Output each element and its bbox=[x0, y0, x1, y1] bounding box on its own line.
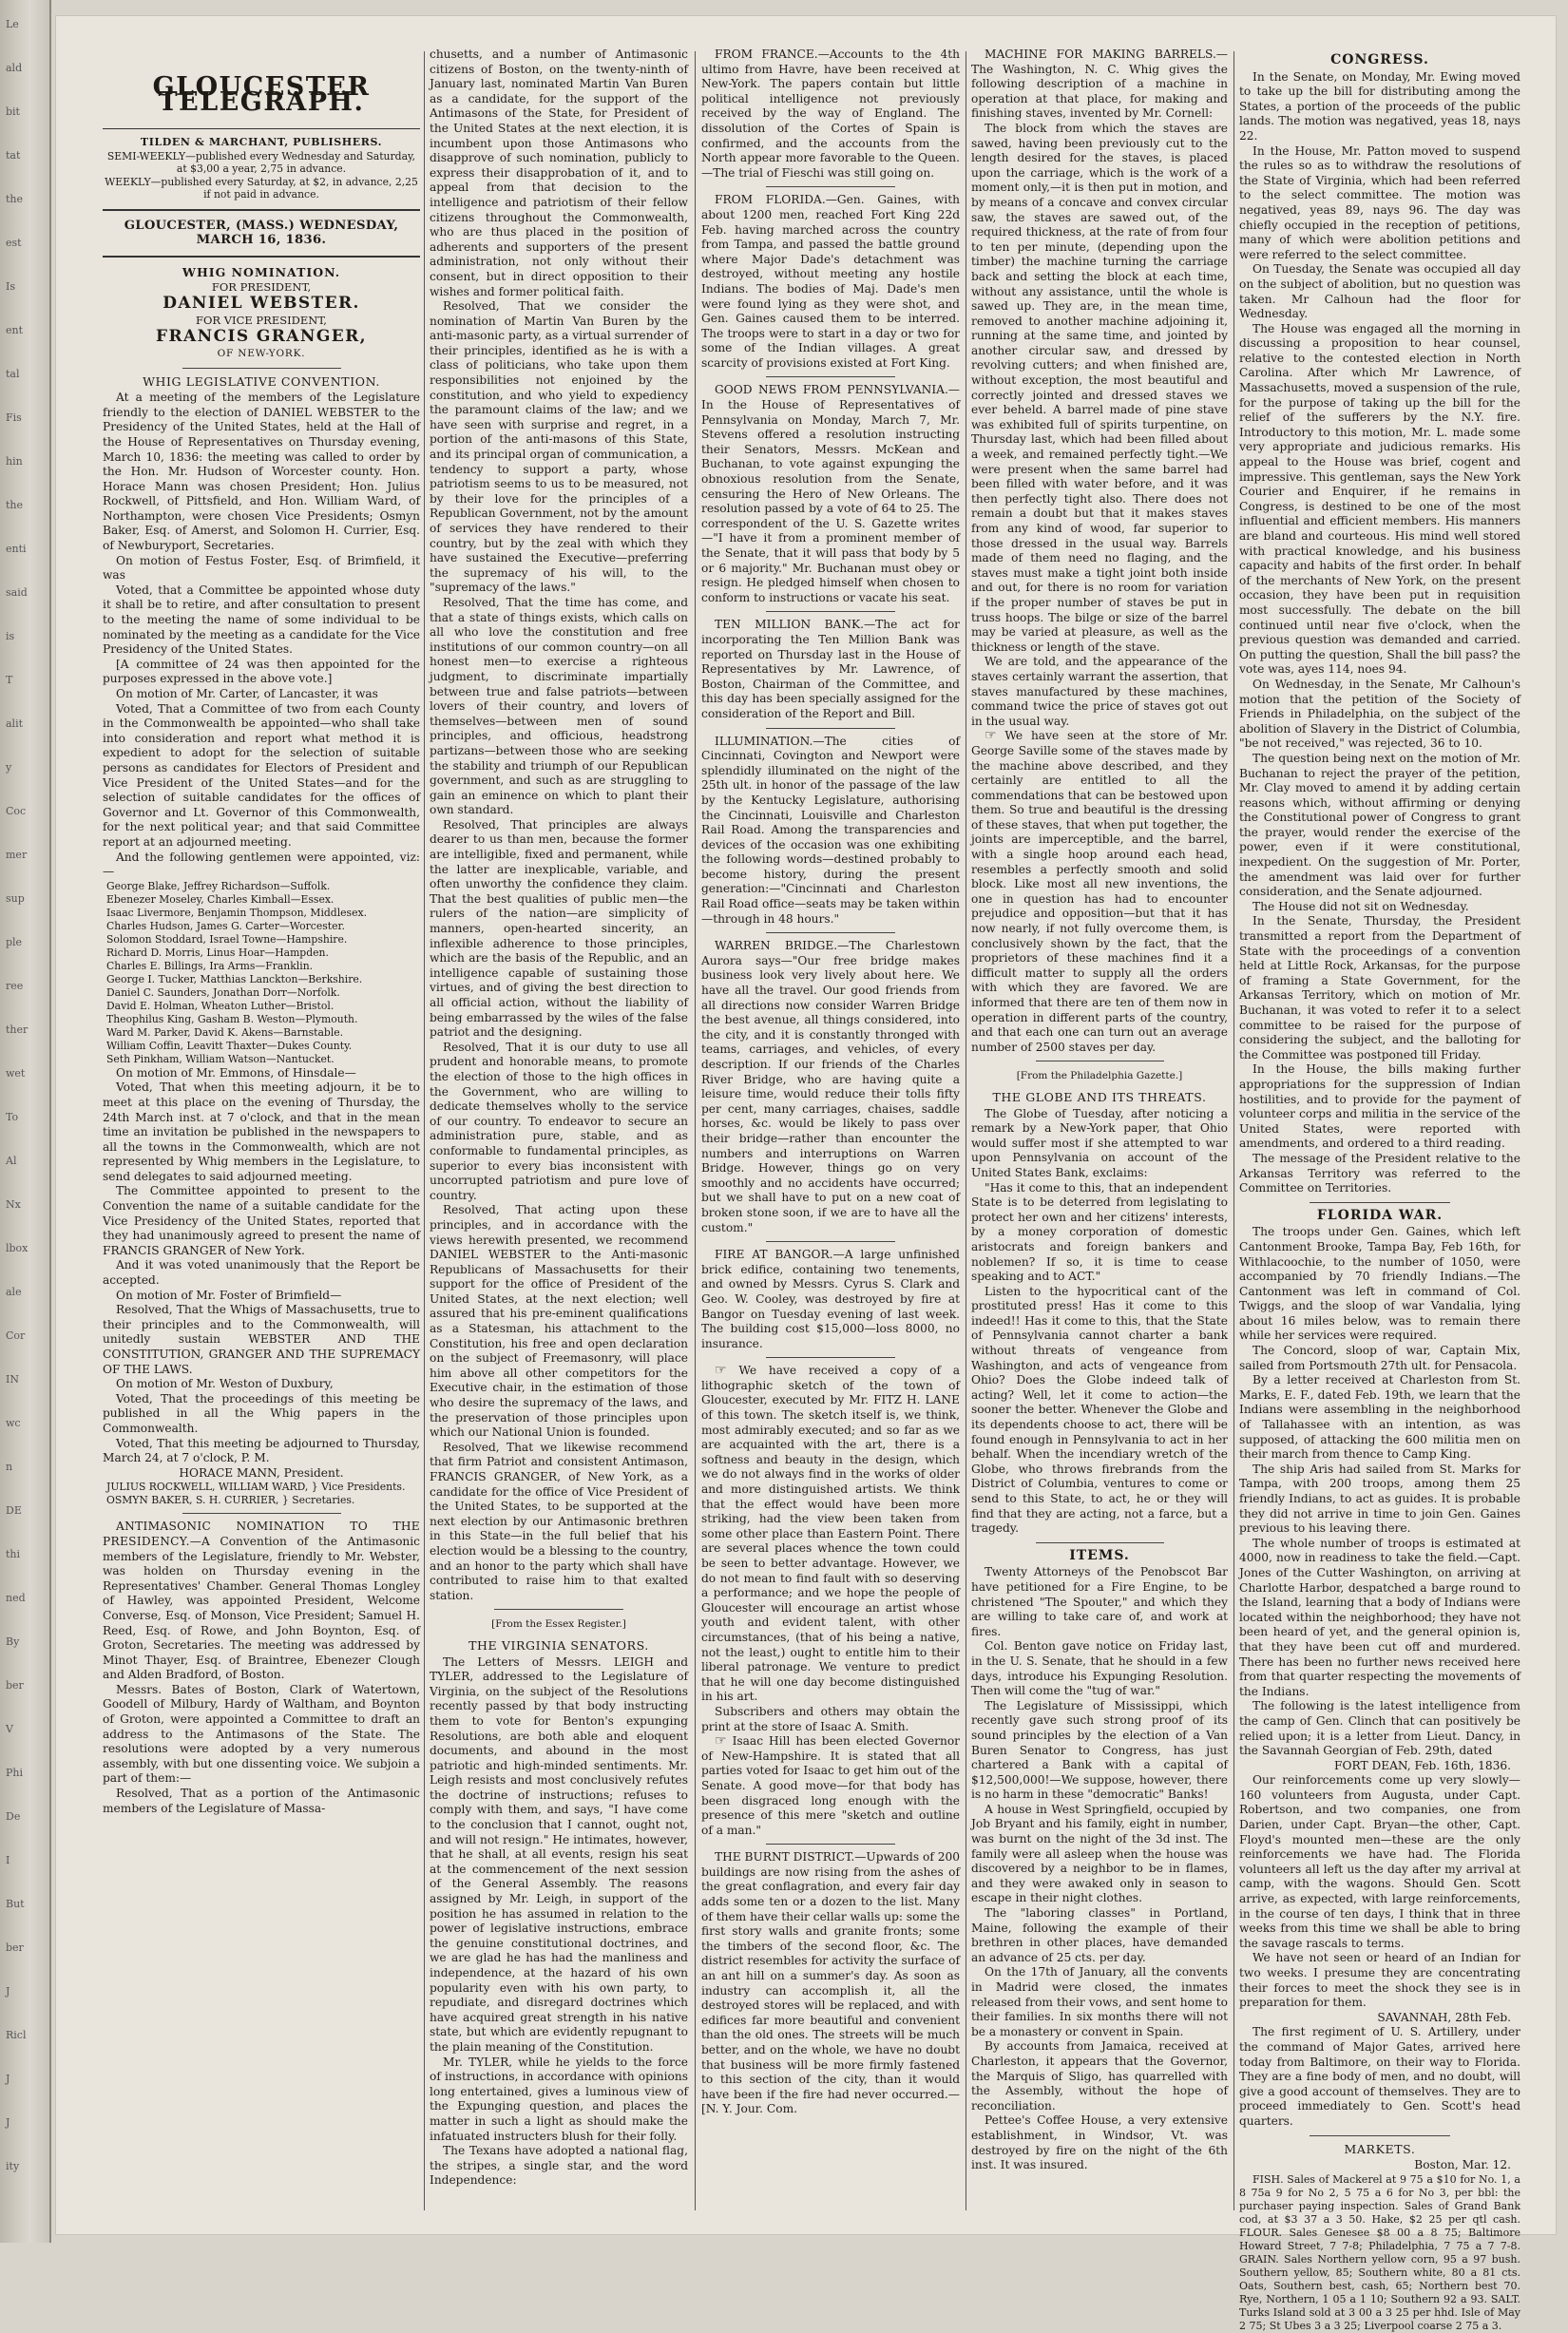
virginia-headline: THE VIRGINIA SENATORS. bbox=[468, 1637, 649, 1653]
article-paragraph: In the House, the bills making further appropriations for the suppression of Indian hostilities, and to provide for the payment of volunteer corps and militia in the service of the United States, were reported with amendments, and ordered to a third reading. bbox=[1239, 1062, 1520, 1151]
edge-text-fragment: n bbox=[6, 1461, 13, 1473]
list-item: George Blake, Jeffrey Richardson—Suffolk. bbox=[106, 879, 331, 892]
article-paragraph: Resolved, That the time has come, and that a state of things exists, which calls on all who love the constitution and free institutions of our common country—on all honest men—to exercise a righteous judgment, to discriminate impartially between true and false patriots—between lovers of their country, and lovers of themselves—between men of sound principles, and officious, headstrong partizans—between those who are seeking the stability and triumph of our Republican government, and such as are struggling to gain an eminence on which to plant their own standard. bbox=[430, 595, 688, 817]
items-headline: ITEMS. bbox=[1069, 1547, 1130, 1563]
edge-text-fragment: Fis bbox=[6, 411, 22, 424]
list-item: Charles E. Billings, Ira Arms—Franklin. bbox=[106, 959, 314, 972]
article-paragraph: Resolved, That the Whigs of Massachusetts, true to their principles and to the Commonwealth, will unitedly sustain WEBSTER AND THE CONSTITUTION, GRANGER AND THE SUPREMACY OF THE LAWS. bbox=[103, 1303, 420, 1376]
edge-text-fragment: said bbox=[6, 586, 28, 599]
article-paragraph: The Globe of Tuesday, after noticing a remark by a New-York paper, that Ohio would suffer most if she attempted to war upon Pennsylvania on account of the United States Bank, exclaims: bbox=[971, 1106, 1228, 1179]
edge-text-fragment: thi bbox=[6, 1548, 21, 1560]
separator bbox=[766, 1241, 895, 1242]
newspaper-title: GLOUCESTER TELEGRAPH. bbox=[152, 72, 371, 117]
edge-text-fragment: IN bbox=[6, 1373, 19, 1386]
vp-candidate: FRANCIS GRANGER, bbox=[156, 327, 367, 347]
edge-text-fragment: ent bbox=[6, 324, 24, 336]
article-paragraph: And it was voted unanimously that the Report be accepted. bbox=[103, 1258, 420, 1288]
edge-text-fragment: I bbox=[6, 1854, 10, 1866]
article-paragraph: On Tuesday, the Senate was occupied all day on the subject of abolition, but no question was taken. Mr Calhoun had the floor for Wednesday. bbox=[1239, 262, 1520, 321]
article-source: [From the Philadelphia Gazette.] bbox=[1016, 1070, 1183, 1082]
article-paragraph: By a letter received at Charleston from St. Marks, E. F., dated Feb. 19th, we learn that the Indians were assembling in the neighborhood of Tallahassee with an intention, as was supposed, of attacking the 600 militia men on their march from thence to Camp King. bbox=[1239, 1373, 1520, 1462]
edge-text-fragment: J bbox=[6, 2073, 10, 2085]
article-france: FROM FRANCE.—Accounts to the 4th ultimo from Havre, have been received at New-York. The papers contain but little political intelligence not previously received by the way of England. The dissolution of the Cortes of Spain is confirmed, and the accounts from the North appear more favorable to the Queen.—The trial of Fieschi was still going on. bbox=[701, 48, 960, 180]
edge-text-fragment: lbox bbox=[6, 1242, 29, 1254]
separator bbox=[766, 728, 895, 729]
separator bbox=[182, 368, 341, 369]
edge-text-fragment: Phi bbox=[6, 1767, 24, 1779]
article-paragraph: [A committee of 24 was then appointed for the purposes expressed in the above vote.] bbox=[103, 657, 420, 686]
edge-text-fragment: ald bbox=[6, 62, 23, 74]
article-paragraph: "Has it come to this, that an independent State is to be deterred from legislating to protect her own and her citizens' interests, by a money corporation of domestic aristocrats and foreign bankers and noblemen? If so, it is time to cease speaking and to ACT." bbox=[971, 1180, 1228, 1284]
separator bbox=[182, 1513, 341, 1514]
article-paragraph: The following is the latest intelligence from the camp of Gen. Clinch that can positively be relied upon; it is a letter from Lieut. Dancy, in the Savannah Georgian of Feb. 29th, dated bbox=[1239, 1699, 1520, 1758]
pointing-hand-icon: ☞ bbox=[715, 1363, 727, 1379]
markets-headline: MARKETS. bbox=[1344, 2141, 1416, 2156]
article-paragraph: We have not seen or heard of an Indian for two weeks. I presume they are concentrating their forces to meet the shock they see is in preparation for them. bbox=[1239, 1951, 1520, 2010]
article-paragraph: And the following gentlemen were appointed, viz:— bbox=[103, 850, 420, 879]
edge-text-fragment: bit bbox=[6, 105, 20, 118]
edge-text-fragment: J bbox=[6, 2116, 10, 2129]
convention-headline: WHIG LEGISLATIVE CONVENTION. bbox=[143, 373, 380, 389]
edge-text-fragment: Nx bbox=[6, 1198, 21, 1211]
article-paragraph: Resolved, That it is our duty to use all prudent and honorable means, to promote the election of those to the high offices in the Government, who are willing to dedicate themselves wholly to the service of our country. To endeavor to secure an administration pure, stable, and as conformable to fundamental principles, as superior to every bias inconsistent with uncorrupted patriotism and pure love of country. bbox=[430, 1040, 688, 1202]
article-paragraph: Voted, That when this meeting adjourn, it be to meet at this place on the evening of Thursday, the 24th March inst. at 7 o'clock, and that in the mean time an invitation be published in the newspapers to all the towns in the Commonwealth, which are not represented by Whig members in the Legislature, to send delegates to said adjourned meeting. bbox=[103, 1080, 420, 1183]
committee-members-list bbox=[103, 880, 420, 1066]
edge-text-fragment: sup bbox=[6, 892, 25, 905]
markets-dateline: Boston, Mar. 12. bbox=[1414, 2158, 1511, 2172]
edge-text-fragment: tal bbox=[6, 368, 20, 380]
article-paragraph: In the Senate, Thursday, the President transmitted a report from the Department of State with the proceedings of a convention held at Little Rock, Arkansas, for the purpose of framing a State Government, for the Arkansas Territory, which on motion of Mr. Buchanan, it was voted to refer it to a select committee to be raised for the purpose of considering the subject, and the balloting for the Committee was postponed till Friday. bbox=[1239, 914, 1520, 1061]
article-paragraph: The block from which the staves are sawed, having been previously cut to the length desired for the staves, is placed upon the carriage, which is the work of a moment only,—it is then put in motion, and by means of a concave and convex circular saw, the staves are sawed out, of the required thickness, at the rate of from four to ten per minute, (depending upon the timber) the machine turning the carriage back and setting the block at each time, without any assistance, until the whole is sawed up. They are, in the mean time, removed to another machine adjoining it, running at the same time, and jointed by another circular saw, and dressed by revolving cutters; and when finished are, without exception, the most beautiful and correctly jointed and dressed staves we ever beheld. A barrel made of pine stave was exhibited full of spirits turpentine, on Thursday last, which had been filled about a week, and remained perfectly tight.—We were present when the same barrel had been filled with water before, and it was then perfectly tight also. There does not remain a doubt but that it makes staves from any kind of wood, far superior to those dressed in the usual way. Barrels made of them need no flaging, and the staves must make a tight joint both inside and out, for there is no room for variation if the proper number of staves be put in truss hoops. The bilge or size of the barrel may be varied at pleasure, as well as the thickness or length of the stave. bbox=[971, 121, 1228, 654]
article-paragraph: Resolved, That acting upon these principles, and in accordance with the views herewith presented, we recommend DANIEL WEBSTER to the Anti-masonic Republicans of Massachusetts for their support for the office of President of the United States, at the next election; well assured that his pre-eminent qualifications as a Statesman, his attachment to the Constitution, his free and open declaration on the subject of Freemasonry, will place him above all other competitors for the Executive chair, in the estimation of those who desire the supremacy of the laws, and the preservation of those principles upon which our National Union is founded. bbox=[430, 1203, 688, 1440]
edge-text-fragment: is bbox=[6, 630, 15, 642]
article-paragraph: chusetts, and a number of Antimasonic citizens of Boston, on the twenty-ninth of January last, nominated Martin Van Buren as a candidate, for the support of the Antimasons of the State, for President of the United States at the next election, it is incumbent upon those Antimasons who disapprove of such nomination, publicly to express their disapprobation of it, and to appeal from that decision to the intelligence and patriotism of their fellow citizens throughout the Commonwealth, who are thus placed in the position of adherents and supporters of the present administration, not only without their consent, but in direct opposition to their wishes and former political faith. bbox=[430, 48, 688, 298]
article-paragraph: On motion of Festus Foster, Esq. of Brimfield, it was bbox=[103, 553, 420, 583]
newspaper-page bbox=[55, 15, 1557, 2332]
edge-text-fragment: enti bbox=[6, 543, 27, 555]
edge-text-fragment: De bbox=[6, 1810, 21, 1823]
article-paragraph: On motion of Mr. Weston of Duxbury, bbox=[116, 1377, 334, 1391]
list-item: Solomon Stoddard, Israel Towne—Hampshire. bbox=[106, 932, 348, 946]
article-source: [From the Essex Register.] bbox=[491, 1618, 626, 1631]
separator bbox=[1310, 2135, 1450, 2136]
article-lithograph: We have received a copy of a lithographic sketch of the town of Gloucester, executed by Mr. FITZ H. LANE of this town. The sketch itself is, we think, most admirably executed; and so far as we are acquainted with the art, there is a softness and beauty in the design, which we do not always find in the works of older and more distinguished artists. We think that the effect would have been more striking, had the view been taken from some other place than Eastern Point. There are several places whence the town could be seen to better advantage. However, we do not mean to find fault with so deserving a performance; and we hope the people of Gloucester will encourage an artist whose youth and evident talent, with other circumstances, (that of his being a native, not the least,) ought to entitle him to their liberal patronage. We venture to predict that he will one day become distinguished in his art. bbox=[701, 1364, 961, 1704]
antimasonic-lead: ANTIMASONIC NOMINATION TO THE PRESIDENCY. bbox=[103, 1520, 420, 1548]
article-paragraph: Voted, That the proceedings of this meeting be published in all the Whig papers in the Commonwealth. bbox=[103, 1391, 420, 1435]
article-pennsylvania: GOOD NEWS FROM PENNSYLVANIA.—In the House of Representatives of Pennsylvania on Monday, March 7, Mr. Stevens offered a resolution instructing their Senators, Messrs. McKean and Buchanan, to vote against expunging the obnoxious resolution from the Senate, censuring the Hero of New Orleans. The resolution passed by a vote of 64 to 25. The correspondent of the U. S. Gazette writes—"I have it from a prominent member of the Senate, that it will pass that body by 5 or 6 majority." Mr. Buchanan must obey or resign. He pledged himself when chosen to conform to instructions or vacate his seat. bbox=[701, 383, 960, 604]
edge-text-fragment: V bbox=[6, 1723, 13, 1735]
article-paragraph: The House did not sit on Wednesday. bbox=[1252, 899, 1469, 913]
item-paragraph: On the 17th of January, all the convents in Madrid were closed, the inmates released from their vows, and sent home to their families. In six months there will not be a monastery or convent in Spain. bbox=[971, 1965, 1228, 2038]
edge-text-fragment: By bbox=[6, 1635, 20, 1648]
column-rule bbox=[695, 51, 696, 2210]
for-vp-label: FOR VICE PRESIDENT, bbox=[196, 313, 327, 327]
article-paragraph: Listen to the hypocritical cant of the prostituted press! Has it come to this indeed!! Has it come to this, that the State of Pennsylvania cannot charter a bank without threats of vengeance from Washington, and acts of vengeance from Ohio? Does the Globe indeed talk of acting? Well, let it come to action—the sooner the better. Whenever the Globe and its dependents choose to act, there will be found enough in Pennsylvania to act in her behalf. When the incendiary wretch of the Globe, who throws firebrands from the District of Columbia, ventures to come or send to this State, to act, he or they will find that they are acting, not a farce, but a tragedy. bbox=[971, 1284, 1228, 1536]
terms-semi-weekly: SEMI-WEEKLY—published every Wednesday and Saturday, at $3,00 a year, 2,75 in advance. bbox=[106, 149, 416, 176]
item-paragraph: A house in West Springfield, occupied by Job Bryant and his family, eight in number, was burnt on the night of the 3d inst. The family were all asleep when the house was discovered by a neighbor to be in flames, and they were awaked only in season to escape in their night clothes. bbox=[971, 1802, 1228, 1905]
issue-dateline: GLOUCESTER, (MASS.) WEDNESDAY, MARCH 16, 1836. bbox=[103, 209, 420, 258]
list-item: Ebenezer Moseley, Charles Kimball—Essex. bbox=[106, 892, 335, 906]
article-paragraph: The ship Aris had sailed from St. Marks for Tampa, with 200 troops, among them 25 friendly Indians, to act as guides. It is probable they did not arrive in time to join Gen. Gaines previous to his leaving there. bbox=[1239, 1462, 1520, 1536]
article-paragraph: At a meeting of the members of the Legislature friendly to the election of DANIEL WEBSTER to the Presidency of the United States, held at the Hall of the House of Representatives on Thursday evening, March 10, 1836: the meeting was called to order by the Hon. Mr. Hudson of Worcester county. Hon. Horace Mann was chosen President; Hon. Julius Rockwell, of Pittsfield, and Hon. William Ward, of Northampton, were chosen Vice Presidents; Osmyn Baker, Esq. of Amerst, and Solomon H. Currier, Esq. of Newburyport, Secretaries. bbox=[103, 391, 420, 553]
separator bbox=[766, 1844, 895, 1845]
list-item: Richard D. Morris, Linus Hoar—Hampden. bbox=[106, 946, 329, 959]
edge-text-fragment: wet bbox=[6, 1067, 26, 1080]
edge-text-fragment: the bbox=[6, 193, 24, 205]
item-paragraph: The "laboring classes" in Portland, Maine, following the example of their brethren in other places, have demanded an advance of 25 cts. per day. bbox=[971, 1906, 1228, 1964]
edge-text-fragment: Coc bbox=[6, 805, 27, 817]
markets-report: FISH. Sales of Mackerel at 9 75 a $10 for No. 1, a 8 75a 9 for No 2, 5 75 a 6 for No 3, per bbl: the purchaser paying inspection. Sales of Grand Bank cod, at $3 37 a 3 50. Hake, $2 25 per qtl cash. FLOUR. Sales Genesee $8 00 a 8 75; Baltimore Howard Street, 7 7-8; Philadelphia, 7 75 a 7 7-8. GRAIN. Sales Northern yellow corn, 95 a 97 bush. Southern yellow, 85; Southern white, 80 a 81 cts. Oats, Southern best, cash, 65; Northern best 70. Rye, Northern, 1 05 a 1 10; Southern 92 a 93. SALT. Turks Island sold at 3 00 a 3 25 per hhd. Isle of May 2 75; St Ubes 3 a 3 25; Liverpool coarse 2 75 a 3. bbox=[1239, 2172, 1520, 2332]
congress-headline: CONGRESS. bbox=[1330, 52, 1429, 67]
edge-text-fragment: T bbox=[6, 674, 13, 686]
edge-text-fragment: ale bbox=[6, 1286, 22, 1298]
column-5 bbox=[1239, 48, 1520, 2332]
edge-text-fragment: J bbox=[6, 1985, 10, 1998]
nomination-heading: WHIG NOMINATION. bbox=[182, 264, 341, 279]
article-paragraph: Resolved, That principles are always dearer to us than men, because the former are intelligible, fixed and permanent, while the latter are inexplicable, variable, and often unworthy the confidence they claim. That the best qualities of public men—the rulers of the nation—are simplicity of manners, open-hearted sincerity, an inflexible adherence to those principles, which are the basis of the Republic, and an intelligence capable of sustaining those virtues, and of giving the best direction to all official action, without the liability of being embarrassed by the wiles of the false patriot and the designing. bbox=[430, 817, 688, 1040]
separator bbox=[1036, 1542, 1164, 1543]
edge-text-fragment: ple bbox=[6, 936, 23, 948]
edge-text-fragment: tat bbox=[6, 149, 21, 162]
edge-text-fragment: ber bbox=[6, 1679, 24, 1692]
edge-text-fragment: the bbox=[6, 499, 24, 511]
president-signature: HORACE MANN, President. bbox=[179, 1465, 344, 1480]
article-paragraph: Voted, That a Committee of two from each County in the Commonwealth be appointed—who shall take into consideration and report what method it is expedient to adopt for the selection of suitable persons as candidates for Electors of President and Vice President of the United States—and for the selection of suitable candidates for the offices of Governor and Lt. Governor of this Commonwealth, for the next political year; and that said Committee report at an adjourned meeting. bbox=[103, 701, 420, 849]
article-paragraph: Resolved, That we consider the nomination of Martin Van Buren by the anti-masonic party, as a virtual surrender of their principles, identified as he is with a class of politicians, who take upon them responsibilities not enjoined by the constitution, and who yield to expediency the paramount claims of the law; and we have seen with surprise and regret, in a portion of the anti-masons of this State, and its principal organ of communication, a tendency to support a party, whose patriotism seems to us to be measured, not by their love for the principles of a Republican Government, not by the amount of services they have rendered to their country, but by the zeal with which they have sustained the Executive—preferring the supremacy of his will, to the "supremacy of the laws." bbox=[430, 299, 689, 595]
article-paragraph: In the House, Mr. Patton moved to suspend the rules so as to withdraw the resolutions of the State of Virginia, which had been referred to the select committee. The motion was negatived, yeas 89, nays 96. The day was chiefly occupied in the reception of petitions, many of which were abolition petitions and were referred to the select committee. bbox=[1239, 143, 1520, 261]
masthead bbox=[103, 72, 420, 258]
edge-text-fragment: hin bbox=[6, 455, 23, 468]
item-paragraph: Twenty Attorneys of the Penobscot Bar have petitioned for a Fire Engine, to be christened "The Spouter," and which they are willing to take care of, and work at fires. bbox=[971, 1565, 1228, 1638]
pointing-hand-icon: ☞ bbox=[985, 728, 997, 744]
edge-text-fragment: Is bbox=[6, 280, 15, 293]
item-paragraph: By accounts from Jamaica, received at Charleston, it appears that the Governor, the Marquis of Sligo, has quarrelled with the Assembly, without the hope of reconciliation. bbox=[971, 2039, 1228, 2113]
separator bbox=[766, 186, 895, 187]
secretaries-signature: OSMYN BAKER, S. H. CURRIER, } Secretaries. bbox=[106, 1494, 355, 1507]
vice-presidents-signature: JULIUS ROCKWELL, WILLIAM WARD, } Vice Presidents. bbox=[106, 1481, 406, 1494]
edge-text-fragment: Le bbox=[6, 18, 19, 30]
president-candidate: DANIEL WEBSTER. bbox=[163, 294, 360, 314]
letter-dateline: SAVANNAH, 28th Feb. bbox=[1377, 2010, 1511, 2024]
article-paragraph: On Wednesday, in the Senate, Mr Calhoun's motion that the petition of the Society of Friends in Philadelphia, on the subject of the abolition of Slavery in the District of Columbia, "be not received," was rejected, 36 to 10. bbox=[1239, 677, 1520, 751]
terms-weekly: WEEKLY—published every Saturday, at $2, in advance, 2,25 if not paid in advance. bbox=[105, 175, 418, 201]
edge-text-fragment: Ricl bbox=[6, 2029, 27, 2041]
edge-text-fragment: ned bbox=[6, 1592, 26, 1604]
list-item: David E. Holman, Wheaton Luther—Bristol. bbox=[106, 999, 335, 1012]
article-florida: FROM FLORIDA.—Gen. Gaines, with about 1200 men, reached Fort King 22d Feb. having marched across the country from Tampa, and passed the battle ground where Major Dade's detachment was destroyed, without meeting any hostile Indians. The bodies of Maj. Dade's men were found lying as they were shot, and Gen. Gaines caused them to be interred. The troops were to start in a day or two for some of the Indian villages. A great scarcity of provisions existed at Fort King. bbox=[701, 193, 960, 370]
pointing-hand-icon: ☞ bbox=[715, 1733, 727, 1750]
edge-text-fragment: mer bbox=[6, 849, 28, 861]
list-item: Charles Hudson, James G. Carter—Worcester. bbox=[106, 919, 345, 932]
article-isaac-hill: Isaac Hill has been elected Governor of New-Hampshire. It is stated that all parties voted for Isaac to get him out of the Senate. A good move—for that body has been disgraced long enough with the presence of this mere "sketch and outline of a man." bbox=[701, 1734, 960, 1837]
edge-text-fragment: wc bbox=[6, 1417, 21, 1429]
edge-text-fragment: ber bbox=[6, 1941, 24, 1954]
letter-dateline: FORT DEAN, Feb. 16th, 1836. bbox=[1334, 1758, 1511, 1772]
separator bbox=[766, 611, 895, 612]
list-item: Isaac Livermore, Benjamin Thompson, Middlesex. bbox=[106, 906, 368, 919]
article-paragraph: The first regiment of U. S. Artillery, under the command of Major Gates, arrived here today from Baltimore, on their way to Florida. They are a fine body of men, and no doubt, will give a good account of themselves. They are to proceed immediately to Gen. Scott's head quarters. bbox=[1239, 2025, 1520, 2128]
article-paragraph: The troops under Gen. Gaines, which left Cantonment Brooke, Tampa Bay, Feb 16th, for Withlacoochie, to the number of 1050, were accompanied by 70 friendly Indians.—The Cantonment was left in command of Col. Twiggs, and the sloop of war Vandalia, lying about 16 miles below, was to remain there while her services were required. bbox=[1239, 1225, 1520, 1343]
for-president-label: FOR PRESIDENT, bbox=[211, 279, 312, 294]
article-paragraph: The Concord, sloop of war, Captain Mix, sailed from Portsmouth 27th ult. for Pensacola. bbox=[1239, 1344, 1520, 1372]
article-paragraph: On motion of Mr. Emmons, of Hinsdale— bbox=[116, 1065, 356, 1080]
list-item: Seth Pinkham, William Watson—Nantucket. bbox=[106, 1052, 335, 1065]
column-rule bbox=[424, 51, 425, 2210]
item-paragraph: Col. Benton gave notice on Friday last, in the U. S. Senate, that he should in a few days, introduce his Expunging Resolution. Then will come the "tug of war." bbox=[971, 1639, 1228, 1698]
article-paragraph: The Texans have adopted a national flag, the stripes, a single star, and the word Independence: bbox=[430, 2144, 688, 2188]
separator bbox=[494, 1609, 623, 1610]
separator bbox=[766, 1357, 895, 1358]
edge-text-fragment: y bbox=[6, 761, 12, 774]
edge-text-fragment: Al bbox=[6, 1155, 17, 1167]
article-paragraph: Subscribers and others may obtain the print at the store of Isaac A. Smith. bbox=[701, 1704, 960, 1733]
article-paragraph: Voted, that a Committee be appointed whose duty it shall be to retire, and after consultation to present to the meeting the name of some individual to be nominated by the meeting as a candidate for the Vice Presidency of the United States. bbox=[103, 583, 420, 657]
column-rule bbox=[1233, 51, 1234, 2210]
article-paragraph: Messrs. Bates of Boston, Clark of Watertown, Goodell of Milbury, Hardy of Waltham, and Boynton of Groton, were appointed a Committee to draft an address to the Antimasons of the State. The resolutions were adopted by a very numerous assembly, with but one dissenting voice. We subjoin a part of them:— bbox=[103, 1682, 420, 1786]
column-4 bbox=[971, 48, 1228, 2216]
article-paragraph: In the Senate, on Monday, Mr. Ewing moved to take up the bill for distributing among the States, a portion of the proceeds of the public lands. The motion was negatived, yeas 18, nays 22. bbox=[1239, 69, 1520, 143]
list-item: Theophilus King, Gasham B. Weston—Plymouth. bbox=[106, 1012, 358, 1025]
article-illumination: ILLUMINATION.—The cities of Cincinnati, Covington and Newport were splendidly illuminated on the night of the 25th ult. in honor of the passage of the law by the Kentucky Legislature, authorising the Cincinnati, Louisville and Charleston Rail Road. Among the transparencies and devices of the occasion was one exhibiting the following words—destined probably to become history, during the present generation:—"Cincinnati and Charleston Rail Road office—seats may be taken within—through in 48 hours." bbox=[701, 734, 960, 926]
article-paragraph: Our reinforcements come up very slowly—160 volunteers from Augusta, under Capt. Robertson, and two companies, one from Darien, under Capt. Bryan—the other, Capt. Floyd's mounted men—these are the only reinforcements we have had. The Florida volunteers all left us the day after my arrival at camp, with the wagons. Should Gen. Scott arrive, as expected, with large reinforcements, in the course of ten days, I think that in three weeks from this time we shall be able to bring the savage rascals to terms. bbox=[1239, 1773, 1520, 1950]
article-paragraph: The question being next on the motion of Mr. Buchanan to reject the prayer of the petition, Mr. Clay moved to amend it by adding certain reasons which, without affirming or denying the Constitutional power of Congress to grant the prayer, would render the exercise of the power, even if it were constitutional, inexpedient. On the suggestion of Mr. Porter, the amendment was laid over for further consideration, and the Senate adjourned. bbox=[1239, 751, 1520, 899]
article-paragraph: —A Convention of the Antimasonic members of the Legislature, friendly to Mr. Webster, was holden on Thursday evening in the Representatives' Chamber. General Thomas Longley of Hawley, was appointed President, Welcome Converse, Esq. of Monson, Vice President; Samuel H. Reed, Esq. of Rowe, and John Boynton, Esq. of Groton, Secretaries. The meeting was addressed by Minot Thayer, Esq. of Braintree, Ebenezer Clough and Alden Bradford, of Boston. bbox=[103, 1534, 420, 1682]
article-warren-bridge: WARREN BRIDGE.—The Charlestown Aurora says—"Our free bridge makes business look very lively about here. We have all the travel. Our good friends from all directions now consider Warren Bridge the best avenue, all things considered, into the city, and it is constantly thronged with teams, carriages, and vehicles, of every description. If our friends of the Charles River Bridge, who are having quite a leisure time, would reduce their tolls fifty per cent, many carriages, chaises, saddle horses, &c. would be likely to pass over their bridge—rather than encounter the numbers and interruptions on Warren Bridge. However, things go on very smoothly and no accidents have occurred; but we shall have to put on a new coat of broken stone soon, if we are to have all the custom." bbox=[701, 939, 960, 1234]
article-paragraph: Mr. TYLER, while he yields to the force of instructions, in accordance with opinions long entertained, gives a luminous view of the Expunging question, and places the matter in such a light as should make the infatuated instructers blush for their folly. bbox=[430, 2055, 688, 2143]
edge-text-fragment: ther bbox=[6, 1023, 29, 1036]
column-2 bbox=[430, 48, 688, 2216]
article-paragraph: The Committee appointed to present to the Convention the name of a suitable candidate for the Vice Presidency of the United States, reported that they had unanimously agreed to present the name of FRANCIS GRANGER of New York. bbox=[103, 1184, 420, 1257]
article-paragraph: The House was engaged all the morning in discussing a proposition to hear counsel, relative to the contested election in North Carolina. After which Mr Lawrence, of Massachusetts, moved a suspension of the rule, for the purpose of taking up the bill for the relief of the sufferers by the N.Y. fire. Introductory to this motion, Mr. L. made some very appropriate and judicious remarks. His appeal to the House was brief, cogent and impressive. This gentleman, says the New York Courier and Enquirer, if he remains in Congress, is destined to be one of the most influential and efficient members. His manners are bland and courteous. His mind well stored with practical knowledge, and his business capacity and habits of the first order. In behalf of the merchants of New York, on the present occasion, they have been put in requisition most successfully. The debate on the bill continued until near five o'clock, when the previous question was demanded and carried. On putting the question, Shall the bill pass? the vote was, ayes 114, noes 94. bbox=[1239, 321, 1520, 677]
article-saville: We have seen at the store of Mr. George Saville some of the staves made by the machine above described, and they certainly are entitled to all the commendations that can be bestowed upon them. So true and beautiful is the dressing of these staves, that when put together, the joints are imperceptible, and the barrel, with a single hoop around each head, resembles a perfectly smooth and solid block. Like most all new inventions, the one in question has had to encounter prejudice and opposition—but that it has now nearly, if not fully overcome them, is conclusively shown by the fact, that the proprietors of these machines find it a difficult matter to supply all the orders with which they are favored. We are informed that there are ten of them now in operation in different parts of the country, and that each one can turn out an average number of 2500 staves per day. bbox=[971, 729, 1228, 1054]
whig-nomination bbox=[103, 265, 420, 362]
globe-headline: THE GLOBE AND ITS THREATS. bbox=[992, 1089, 1207, 1104]
edge-text-fragment: alit bbox=[6, 717, 24, 730]
article-bangor-fire: FIRE AT BANGOR.—A large unfinished brick edifice, containing two tenements, and owned by Messrs. Cyrus S. Clark and Geo. W. Cooley, was destroyed by fire at Bangor on Tuesday evening of last week. The building cost $15,000—loss 8000, no insurance. bbox=[701, 1248, 960, 1350]
article-paragraph: Resolved, That we likewise recommend that firm Patriot and consistent Antimason, FRANCIS GRANGER, of New York, as a candidate for the office of Vice President of the United States, to be supported at the next election by our Antimasonic brethren in this State—in the full belief that his election would be a blessing to the country, and an honor to the party which shall have contributed to raise him to that exalted station. bbox=[430, 1440, 688, 1602]
edge-text-fragment: ree bbox=[6, 980, 24, 992]
article-paragraph: On motion of Mr. Carter, of Lancaster, it was bbox=[116, 687, 378, 700]
article-paragraph: The Letters of Messrs. LEIGH and TYLER, addressed to the Legislature of Virginia, on the subject of the Resolutions recently passed by that body instructing them to vote for Benton's expunging Resolutions, are both able and eloquent documents, and abound in the most patriotic and high-minded sentiments. Mr. Leigh resists and most conclusively refutes the doctrine of instructions; refuses to comply with them, and says, "I have come to the conclusion that I cannot, ought not, and will not resign." He intimates, however, that he shall, at all events, resign his seat at the commencement of the next session of the General Assembly. The reasons assigned by Mr. Leigh, in support of the position he has assumed in relation to the power of legislative instructions, embrace the genuine constitutional doctrines, and we are glad he has had the manliness and independence, at the hazard of his own popularity even with his own party, to repudiate, and disregard doctrines which have acquired great strength in his native state, but which are evidently repugnant to the plain meaning of the Constitution. bbox=[430, 1654, 688, 2054]
article-paragraph: Voted, That this meeting be adjourned to Thursday, March 24, at 7 o'clock, P. M. bbox=[103, 1436, 420, 1465]
column-1 bbox=[103, 48, 420, 2216]
article-burnt-district: THE BURNT DISTRICT.—Upwards of 200 buildings are now rising from the ashes of the great conflagration, and every fair day adds some ten or a dozen to the list. Many of them have their cellar walls up: some the first story walls and granite fronts; some the timbers of the second floor, &c. The district resembles for activity the surface of an ant hill on a summer's day. As soon as industry can accomplish it, all the destroyed stores will be replaced, and with edifices far more beautiful and convenient than the old ones. The streets will be much better, and on the whole, we have no doubt that business will be more firmly fastened to this section of the city, than it would have been if the fire had never occurred.—[N. Y. Jour. Com. bbox=[701, 1850, 961, 2116]
article-bank: TEN MILLION BANK.—The act for incorporating the Ten Million Bank was reported on Thursday last in the House of Representatives by Mr. Lawrence, of Boston, Chairman of the Committee, and this day has been specially assigned for the consideration of the Report and Bill. bbox=[701, 618, 960, 720]
article-paragraph: The whole number of troops is estimated at 4000, now in readiness to take the field.—Capt. Jones of the Cutter Washington, on arriving at Charlotte Harbor, despatched a barge round to the Island, learning that a body of Indians were located within the neighborhood; they have not been heard of yet, and the general opinion is, that they have been cut off and murdered. There has been no further news received here from that quarter respecting the movements of the Indians. bbox=[1239, 1536, 1520, 1698]
separator bbox=[766, 376, 895, 377]
vp-state: OF NEW-YORK. bbox=[217, 347, 306, 359]
edge-text-fragment: DE bbox=[6, 1504, 22, 1517]
florida-war-headline: FLORIDA WAR. bbox=[1316, 1207, 1444, 1223]
article-paragraph: We are told, and the appearance of the staves certainly warrant the assertion, that staves manufactured by these machines, command twice the price of staves got out in the usual way. bbox=[971, 655, 1228, 728]
edge-text-fragment: Cor bbox=[6, 1329, 26, 1342]
article-barrels: MACHINE FOR MAKING BARRELS.—The Washington, N. C. Whig gives the following description of a machine in operation at that place, for making and finishing staves, invented by Mr. Cornell: bbox=[971, 48, 1228, 121]
separator bbox=[766, 932, 895, 933]
article-paragraph: The message of the President relative to the Arkansas Territory was referred to the Committee on Territories. bbox=[1239, 1151, 1520, 1195]
publishers-line: TILDEN & MARCHANT, PUBLISHERS. bbox=[103, 128, 420, 150]
article-paragraph: On motion of Mr. Foster of Brimfield— bbox=[116, 1288, 342, 1302]
list-item: William Coffin, Leavitt Thaxter—Dukes County. bbox=[106, 1039, 353, 1052]
edge-text-fragment: ity bbox=[6, 2160, 20, 2172]
item-paragraph: Pettee's Coffee House, a very extensive establishment, in Windsor, Vt. was destroyed by fire on the night of the 6th inst. It was insured. bbox=[971, 2113, 1228, 2172]
edge-text-fragment: est bbox=[6, 237, 22, 249]
adjacent-page-edge bbox=[0, 0, 51, 2243]
list-item: George I. Tucker, Matthias Lanckton—Berkshire. bbox=[106, 972, 363, 985]
separator bbox=[1310, 1202, 1450, 1203]
article-paragraph: Resolved, That as a portion of the Antimasonic members of the Legislature of Massa- bbox=[103, 1787, 420, 1815]
edge-text-fragment: To bbox=[6, 1111, 19, 1123]
item-paragraph: The Legislature of Mississippi, which recently gave such strong proof of its sound principles by the election of a Van Buren Senator to Congress, has just chartered a Bank with a capital of $12,500,000!—We suppose, however, there is no harm in these "democratic" Banks! bbox=[971, 1698, 1228, 1802]
list-item: Ward M. Parker, David K. Akens—Barnstable. bbox=[106, 1025, 344, 1039]
column-3 bbox=[701, 48, 960, 2216]
edge-text-fragment: But bbox=[6, 1898, 25, 1910]
list-item: Daniel C. Saunders, Jonathan Dorr—Norfolk. bbox=[106, 985, 340, 999]
